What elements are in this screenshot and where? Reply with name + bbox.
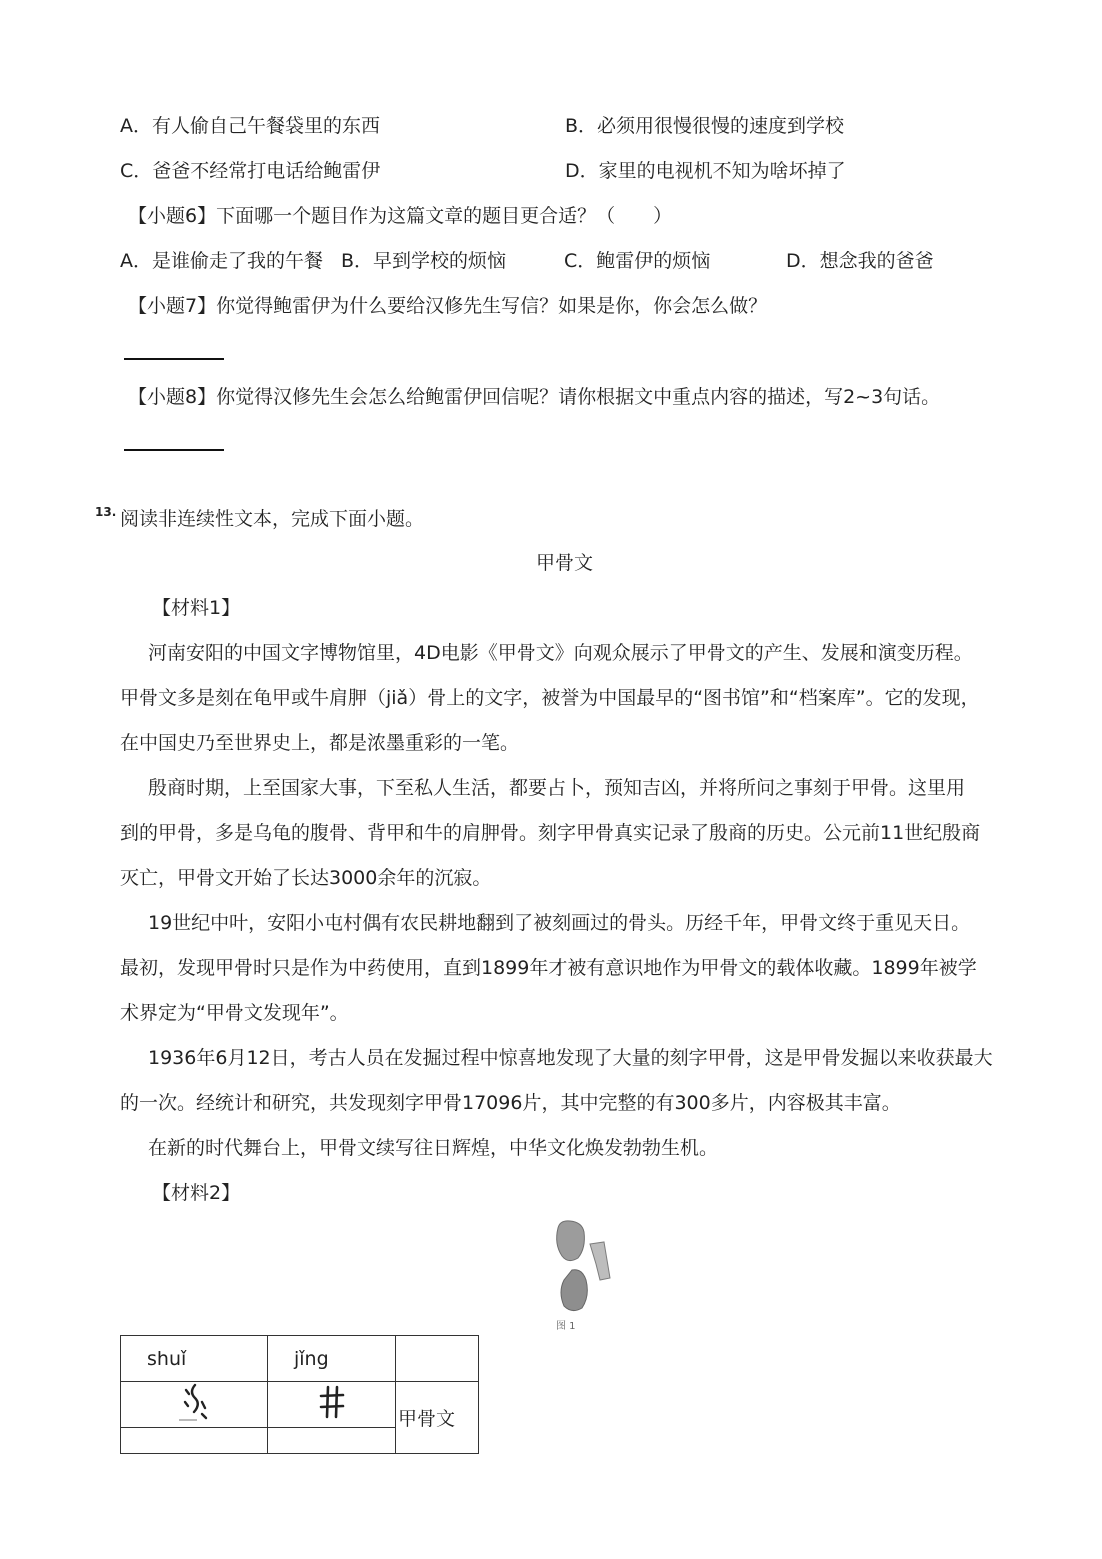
q6-option-b: B．早到学校的烦恼 [341, 250, 507, 272]
question-8-stem: 【小题8】你觉得汉修先生会怎么给鲍雷伊回信呢？请你根据文中重点内容的描述，写2~3句话。 [128, 386, 941, 408]
passage-title: 甲骨文 [536, 552, 594, 574]
paragraph-line: 术界定为“甲骨文发现年”。 [120, 1002, 349, 1024]
answer-blank-7[interactable] [124, 358, 224, 360]
paragraph-line: 甲骨文多是刻在龟甲或牛肩胛（jiǎ）骨上的文字，被誉为中国最早的“图书馆”和“档案库”。它的发现， [120, 687, 980, 709]
q6-option-c: C．鲍雷伊的烦恼 [564, 250, 711, 272]
question-6-stem: 【小题6】下面哪一个题目作为这篇文章的题目更合适？（ ） [128, 205, 673, 227]
paragraph-line: 在中国史乃至世界史上，都是浓墨重彩的一笔。 [120, 732, 520, 754]
oracle-glyph-water [121, 1382, 268, 1428]
paragraph-line: 到的甲骨，多是乌龟的腹骨、背甲和牛的肩胛骨。刻字甲骨真实记录了殷商的历史。公元前11世纪殷商 [120, 822, 981, 844]
paragraph-line: 河南安阳的中国文字博物馆里，4D电影《甲骨文》向观众展示了甲骨文的产生、发展和演变历程。 [148, 642, 973, 664]
paragraph-line: 灭亡，甲骨文开始了长达3000余年的沉寂。 [120, 867, 492, 889]
option-a: A．有人偷自己午餐袋里的东西 [120, 115, 380, 137]
row-label-oracle-script: 甲骨文 [396, 1382, 479, 1454]
pinyin-cell-jing: jǐng [268, 1336, 396, 1382]
question-number: 13. [95, 505, 117, 519]
oracle-character-table [120, 1335, 479, 1454]
question-13-intro: 阅读非连续性文本，完成下面小题。 [120, 508, 425, 530]
question-7-stem: 【小题7】你觉得鲍雷伊为什么要给汉修先生写信？如果是你，你会怎么做？ [128, 295, 768, 317]
pinyin-cell-shui: shuǐ [121, 1336, 268, 1382]
table-empty-cell [121, 1428, 268, 1454]
option-b: B．必须用很慢很慢的速度到学校 [565, 115, 845, 137]
paragraph-line: 19世纪中叶，安阳小屯村偶有农民耕地翻到了被刻画过的骨头。历经千年，甲骨文终于重见天日。 [148, 912, 971, 934]
paragraph-line: 1936年6月12日，考古人员在发掘过程中惊喜地发现了大量的刻字甲骨，这是甲骨发掘以来收获最大 [148, 1047, 993, 1069]
well-glyph-icon [319, 1385, 345, 1419]
oracle-bone-image [552, 1218, 616, 1318]
water-glyph-icon [177, 1382, 211, 1422]
option-d: D．家里的电视机不知为啥坏掉了 [565, 160, 846, 182]
oracle-glyph-well [268, 1382, 396, 1428]
figure-caption: 图 1 [556, 1321, 576, 1332]
q6-option-a: A．是谁偷走了我的午餐 [120, 250, 323, 272]
q6-option-d: D．想念我的爸爸 [786, 250, 934, 272]
table-empty-cell [268, 1428, 396, 1454]
answer-blank-8[interactable] [124, 449, 224, 451]
paragraph-line: 殷商时期，上至国家大事，下至私人生活，都要占卜，预知吉凶，并将所问之事刻于甲骨。这里用 [148, 777, 966, 799]
table-empty-cell [396, 1336, 479, 1382]
material-2-label: 【材料2】 [152, 1182, 241, 1204]
option-c: C．爸爸不经常打电话给鲍雷伊 [120, 160, 381, 182]
paragraph-line: 在新的时代舞台上，甲骨文续写往日辉煌，中华文化焕发勃勃生机。 [148, 1137, 719, 1159]
material-1-label: 【材料1】 [152, 597, 241, 619]
paragraph-line: 最初，发现甲骨时只是作为中药使用，直到1899年才被有意识地作为甲骨文的载体收藏。1899年被学 [120, 957, 977, 979]
paragraph-line: 的一次。经统计和研究，共发现刻字甲骨17096片，其中完整的有300多片，内容极其丰富。 [120, 1092, 901, 1114]
